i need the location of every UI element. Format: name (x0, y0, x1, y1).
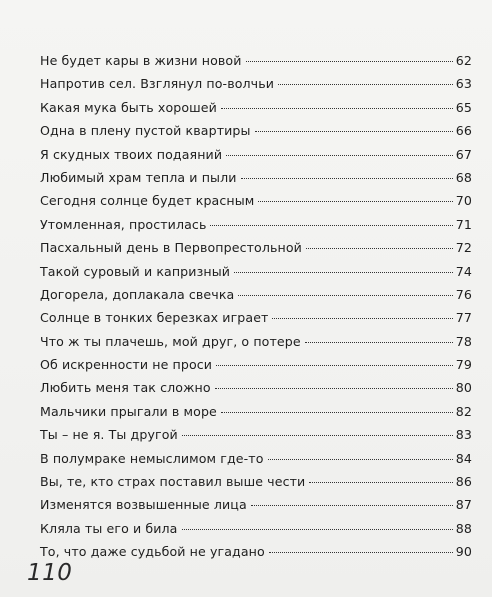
dot-leader (182, 529, 453, 530)
toc-entry-title: Я скудных твоих подаяний (40, 146, 223, 162)
toc-entry-page: 80 (455, 380, 472, 396)
toc-entry (40, 540, 472, 563)
toc-entry (40, 143, 472, 166)
page-number: 110 (27, 560, 73, 586)
toc-entry-title: Сегодня солнце будет красным (40, 193, 255, 209)
toc-entry (40, 493, 472, 516)
toc-entry-title: Не будет кары в жизни новой (40, 53, 242, 68)
toc-entry-title: В полумраке немыслимом где-то (40, 450, 264, 466)
toc-entry-page: 71 (455, 216, 472, 232)
toc-entry-page: 70 (455, 193, 472, 209)
toc-entry-page: 76 (455, 286, 472, 302)
toc-entry (40, 189, 472, 212)
toc-entry (40, 517, 472, 540)
dot-leader (182, 435, 453, 436)
toc-entry (40, 330, 472, 353)
toc-entry (40, 353, 472, 376)
toc-entry (40, 96, 472, 119)
toc-entry-page: 78 (455, 333, 472, 349)
toc-entry-page: 79 (455, 357, 472, 373)
dot-leader (221, 108, 453, 109)
dot-leader (306, 248, 453, 249)
toc-entry-page: 83 (455, 427, 472, 443)
dot-leader (238, 295, 452, 296)
toc-entry-title: То, что даже судьбой не угадано (40, 544, 265, 560)
toc-entry (40, 49, 472, 72)
toc-entry-title: Любить меня так сложно (40, 380, 211, 396)
toc-entry-page: 62 (455, 53, 472, 68)
dot-leader (272, 318, 452, 319)
dot-leader (269, 552, 453, 553)
dot-leader (215, 388, 453, 389)
toc-entry-page: 67 (455, 146, 472, 162)
toc-entry-page: 72 (455, 240, 472, 256)
toc-entry-title: Что ж ты плачешь, мой друг, о потере (40, 333, 301, 349)
toc-entry-title: Такой суровый и капризный (40, 263, 231, 279)
dot-leader (226, 155, 453, 156)
dot-leader (255, 131, 453, 132)
toc-entry-page: 77 (455, 310, 472, 326)
dot-leader (258, 201, 452, 202)
toc-entry-page: 63 (455, 76, 472, 92)
toc-entry-page: 88 (455, 520, 472, 536)
toc-entry-title: Догорела, доплакала свечка (40, 286, 235, 302)
toc-entry-title: Одна в плену пустой квартиры (40, 123, 251, 139)
toc-entry-page: 65 (455, 99, 472, 115)
toc-entry-title: Солнце в тонких березках играет (40, 310, 269, 326)
toc-entry (40, 213, 472, 236)
dot-leader (241, 178, 453, 179)
toc-entry-title: Ты – не я. Ты другой (40, 427, 178, 443)
dot-leader (268, 459, 453, 460)
dot-leader (251, 505, 453, 506)
toc-entry-title: Утомленная, простилась (40, 216, 207, 232)
toc-entry (40, 376, 472, 399)
dot-leader (278, 84, 453, 85)
toc-entry-title: Об искренности не проси (40, 357, 213, 373)
toc-entry-page: 68 (455, 169, 472, 185)
toc-entry-title: Напротив сел. Взглянул по-волчьи (40, 76, 275, 92)
toc-entry (40, 119, 472, 142)
toc-entry-page: 86 (455, 474, 472, 490)
toc-entry-page: 84 (455, 450, 472, 466)
toc-entry-title: Вы, те, кто страх поставил выше чести (40, 474, 306, 490)
dot-leader (246, 61, 453, 62)
toc-entry-page: 90 (455, 544, 472, 560)
toc-entry-title: Какая мука быть хорошей (40, 99, 217, 115)
dot-leader (221, 412, 453, 413)
table-of-contents (40, 49, 472, 564)
toc-entry (40, 166, 472, 189)
toc-entry-title: Пасхальный день в Первопрестольной (40, 240, 302, 256)
dot-leader (305, 342, 453, 343)
toc-entry (40, 236, 472, 259)
toc-entry (40, 423, 472, 446)
toc-entry (40, 447, 472, 470)
toc-entry-title: Кляла ты его и била (40, 520, 178, 536)
toc-entry-page: 66 (455, 123, 472, 139)
toc-entry-page: 87 (455, 497, 472, 513)
toc-entry-title: Мальчики прыгали в море (40, 403, 217, 419)
toc-entry-page: 74 (455, 263, 472, 279)
toc-entry-title: Любимый храм тепла и пыли (40, 169, 237, 185)
toc-entry (40, 470, 472, 493)
toc-entry-page: 82 (455, 403, 472, 419)
toc-entry-title: Изменятся возвышенные лица (40, 497, 247, 513)
dot-leader (309, 482, 452, 483)
dot-leader (216, 365, 453, 366)
toc-entry (40, 400, 472, 423)
toc-entry (40, 283, 472, 306)
toc-entry (40, 72, 472, 95)
toc-entry (40, 260, 472, 283)
toc-entry (40, 306, 472, 329)
dot-leader (234, 272, 453, 273)
dot-leader (210, 225, 452, 226)
